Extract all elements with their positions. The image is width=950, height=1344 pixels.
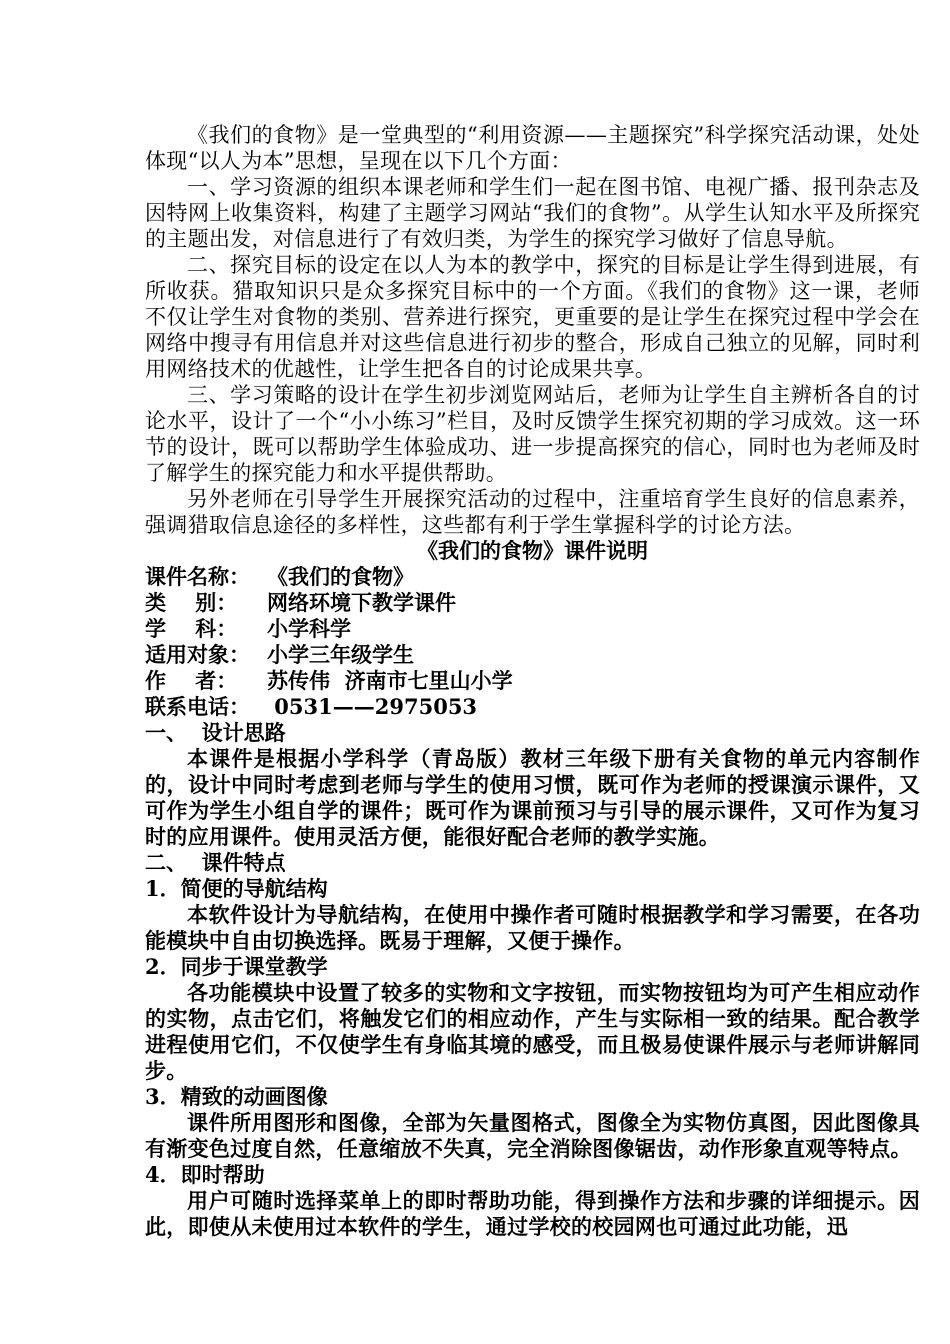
meta-row <box>145 564 920 590</box>
features-section <box>145 850 920 1240</box>
meta-value: 苏传伟 济南市七里山小学 <box>267 668 513 693</box>
feature-paragraph: 本软件设计为导航结构，在使用中操作者可随时根据教学和学习需要，在各功能模块中自由切换选择。既易于理解，又便于操作。 <box>145 902 920 953</box>
document-page <box>145 122 920 1240</box>
meta-label: 类 别： <box>145 590 238 615</box>
meta-block <box>145 564 920 720</box>
meta-label: 作 者： <box>145 668 238 693</box>
meta-row <box>145 642 920 668</box>
meta-row <box>145 668 920 694</box>
section-heading: 一、 设计思路 <box>145 720 286 745</box>
section-paragraph: 本课件是根据小学科学（青岛版）教材三年级下册有关食物的单元内容制作的，设计中同时考虑到老师与学生的使用习惯，既可作为老师的授课演示课件，又可作为学生小组自学的课件；既可作为课前预习与引导的展示课件，又可作为复习时的应用课件。使用灵活方便，能很好配合老师的教学实施。 <box>145 746 920 849</box>
intro-section <box>145 122 920 538</box>
intro-paragraph: 《我们的食物》是一堂典型的“利用资源——主题探究”科学探究活动课，处处体现“以人为本”思想，呈现在以下几个方面： <box>145 123 920 173</box>
feature-heading: 2．同步于课堂教学 <box>145 954 328 979</box>
meta-value: 0531——2975053 <box>267 694 478 719</box>
meta-label: 联系电话： <box>145 694 250 719</box>
feature-paragraph: 各功能模块中设置了较多的实物和文字按钮，而实物按钮均为可产生相应动作的实物，点击它们，将触发它们的相应动作，产生与实际相一致的结果。配合教学进程使用它们，不仅使学生有身临其境的感受，而且极易使课件展示与老师讲解同步。 <box>145 980 920 1083</box>
meta-row <box>145 590 920 616</box>
meta-value: 小学三年级学生 <box>267 642 414 667</box>
intro-paragraph: 三、学习策略的设计在学生初步浏览网站后，老师为让学生自主辨析各自的讨论水平，设计了一个“小小练习”栏目，及时反馈学生探究初期的学习成效。这一环节的设计，既可以帮助学生体验成功、进一步提高探究的信心，同时也为老师及时了解学生的探究能力和水平提供帮助。 <box>145 383 920 485</box>
section-heading: 二、 课件特点 <box>145 850 286 875</box>
meta-value: 网络环境下教学课件 <box>267 590 456 615</box>
meta-row <box>145 616 920 642</box>
meta-label: 适用对象： <box>145 642 250 667</box>
meta-label: 学 科： <box>145 616 238 641</box>
meta-value: 小学科学 <box>267 616 351 641</box>
intro-paragraph: 另外老师在引导学生开展探究活动的过程中，注重培育学生良好的信息素养，强调猎取信息途径的多样性，这些都有利于学生掌握科学的讨论方法。 <box>145 487 920 537</box>
document-title: 《我们的食物》课件说明 <box>417 538 648 563</box>
feature-heading: 3．精致的动画图像 <box>145 1084 328 1109</box>
feature-paragraph: 用户可随时选择菜单上的即时帮助功能，得到操作方法和步骤的详细提示。因此，即使从未使用过本软件的学生，通过学校的校园网也可通过此功能，迅 <box>145 1188 920 1239</box>
meta-row <box>145 694 920 720</box>
intro-paragraph: 一、学习资源的组织本课老师和学生们一起在图书馆、电视广播、报刊杂志及因特网上收集资料，构建了主题学习网站“我们的食物”。从学生认知水平及所探究的主题出发，对信息进行了有效归类，为学生的探究学习做好了信息导航。 <box>145 175 920 251</box>
meta-label: 课件名称： <box>145 564 250 589</box>
feature-heading: 4．即时帮助 <box>145 1162 265 1187</box>
feature-paragraph: 课件所用图形和图像，全部为矢量图格式，图像全为实物仿真图，因此图像具有渐变色过度自然，任意缩放不失真，完全消除图像锯齿，动作形象直观等特点。 <box>145 1110 920 1161</box>
design-section <box>145 720 920 850</box>
feature-heading: 1．简便的导航结构 <box>145 876 328 901</box>
meta-value: 《我们的食物》 <box>267 564 414 589</box>
intro-paragraph: 二、探究目标的设定在以人为本的教学中，探究的目标是让学生得到进展，有所收获。猎取知识只是众多探究目标中的一个方面。《我们的食物》这一课，老师不仅让学生对食物的类别、营养进行探究，更重要的是让学生在探究过程中学会在网络中搜寻有用信息并对这些信息进行初步的整合，形成自己独立的见解，同时利用网络技术的优越性，让学生把各自的讨论成果共享。 <box>145 253 920 381</box>
